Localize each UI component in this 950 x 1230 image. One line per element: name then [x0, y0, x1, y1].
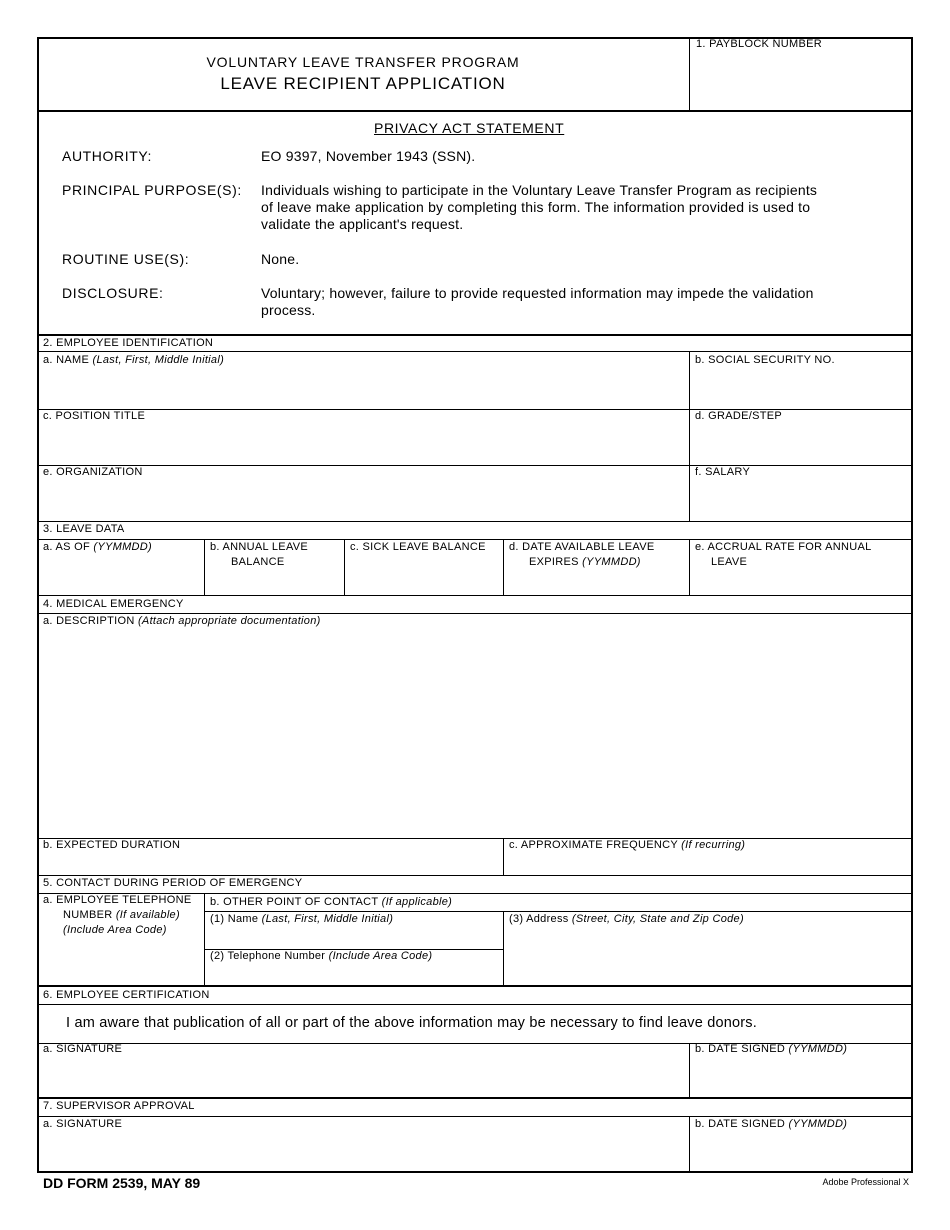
accrual-rate-label: e. ACCRUAL RATE FOR ANNUAL LEAVE: [695, 541, 872, 568]
description-label: a. DESCRIPTION (Attach appropriate documentation): [43, 615, 321, 627]
frequency-label: c. APPROXIMATE FREQUENCY (If recurring): [509, 839, 746, 851]
supervisor-signature-label: a. SIGNATURE: [43, 1118, 123, 1130]
as-of-label: a. AS OF (YYMMDD): [43, 541, 153, 553]
divider: [503, 539, 504, 595]
divider: [37, 465, 913, 466]
divider: [689, 1116, 690, 1173]
employee-signature-label: a. SIGNATURE: [43, 1043, 123, 1055]
section-6-heading: 6. EMPLOYEE CERTIFICATION: [43, 989, 210, 1001]
divider: [689, 1043, 690, 1098]
section-7-heading: 7. SUPERVISOR APPROVAL: [43, 1100, 195, 1112]
divider: [689, 37, 690, 111]
divider: [37, 595, 913, 596]
disclosure-text: Voluntary; however, failure to provide requested information may impede the validation: [261, 285, 814, 301]
program-name: VOLUNTARY LEAVE TRANSFER PROGRAM: [206, 54, 520, 70]
payblock-field[interactable]: [691, 52, 911, 109]
divider: [37, 985, 913, 987]
divider: [503, 911, 504, 986]
payblock-label: 1. PAYBLOCK NUMBER: [696, 38, 823, 50]
contact-phone-label: (2) Telephone Number (Include Area Code): [210, 950, 433, 962]
supervisor-date-signed-label: b. DATE SIGNED (YYMMDD): [695, 1118, 848, 1130]
divider: [37, 110, 913, 112]
employee-phone-label: a. EMPLOYEE TELEPHONE NUMBER (If available) (Include Area Code): [43, 894, 192, 936]
purpose-text: Individuals wishing to participate in the Voluntary Leave Transfer Program as recipients: [261, 182, 818, 198]
purpose-label: PRINCIPAL PURPOSE(S):: [62, 182, 242, 198]
routine-use-label: ROUTINE USE(S):: [62, 251, 190, 267]
divider: [37, 351, 913, 352]
annual-leave-label: b. ANNUAL LEAVE BALANCE: [210, 541, 309, 568]
employee-date-signed-label: b. DATE SIGNED (YYMMDD): [695, 1043, 848, 1055]
expected-duration-label: b. EXPECTED DURATION: [43, 839, 181, 851]
form-number: DD FORM 2539, MAY 89: [43, 1175, 201, 1191]
form-title: LEAVE RECIPIENT APPLICATION: [220, 74, 506, 93]
name-label: a. NAME (Last, First, Middle Initial): [43, 354, 225, 366]
divider: [204, 539, 205, 595]
authority-text: EO 9397, November 1943 (SSN).: [261, 148, 476, 164]
contact-name-label: (1) Name (Last, First, Middle Initial): [210, 913, 394, 925]
purpose-text: validate the applicant's request.: [261, 216, 464, 232]
sick-leave-label: c. SICK LEAVE BALANCE: [350, 541, 486, 553]
contact-address-label: (3) Address (Street, City, State and Zip Code): [509, 913, 744, 925]
purpose-text: of leave make application by completing this form. The information provided is used to: [261, 199, 811, 215]
disclosure-label: DISCLOSURE:: [62, 285, 164, 301]
leave-expires-label: d. DATE AVAILABLE LEAVE EXPIRES (YYMMDD): [509, 541, 655, 568]
divider: [689, 351, 690, 521]
routine-use-text: None.: [261, 251, 300, 267]
divider: [689, 539, 690, 595]
divider: [37, 1004, 913, 1005]
divider: [503, 838, 504, 875]
section-3-heading: 3. LEAVE DATA: [43, 523, 125, 535]
position-title-label: c. POSITION TITLE: [43, 410, 146, 422]
certification-statement: I am aware that publication of all or part of the above information may be necessary to find leave donors.: [66, 1015, 757, 1031]
ssn-label: b. SOCIAL SECURITY NO.: [695, 354, 835, 366]
authority-label: AUTHORITY:: [62, 148, 153, 164]
disclosure-text: process.: [261, 302, 316, 318]
section-4-heading: 4. MEDICAL EMERGENCY: [43, 598, 184, 610]
divider: [204, 893, 205, 986]
organization-label: e. ORGANIZATION: [43, 466, 143, 478]
other-contact-label: b. OTHER POINT OF CONTACT (If applicable): [210, 896, 453, 908]
section-2-heading: 2. EMPLOYEE IDENTIFICATION: [43, 337, 214, 349]
section-5-heading: 5. CONTACT DURING PERIOD OF EMERGENCY: [43, 877, 303, 889]
grade-step-label: d. GRADE/STEP: [695, 410, 783, 422]
divider: [344, 539, 345, 595]
salary-label: f. SALARY: [695, 466, 751, 478]
software-note: Adobe Professional X: [822, 1177, 909, 1187]
privacy-heading: PRIVACY ACT STATEMENT: [374, 120, 565, 136]
divider: [37, 521, 913, 522]
